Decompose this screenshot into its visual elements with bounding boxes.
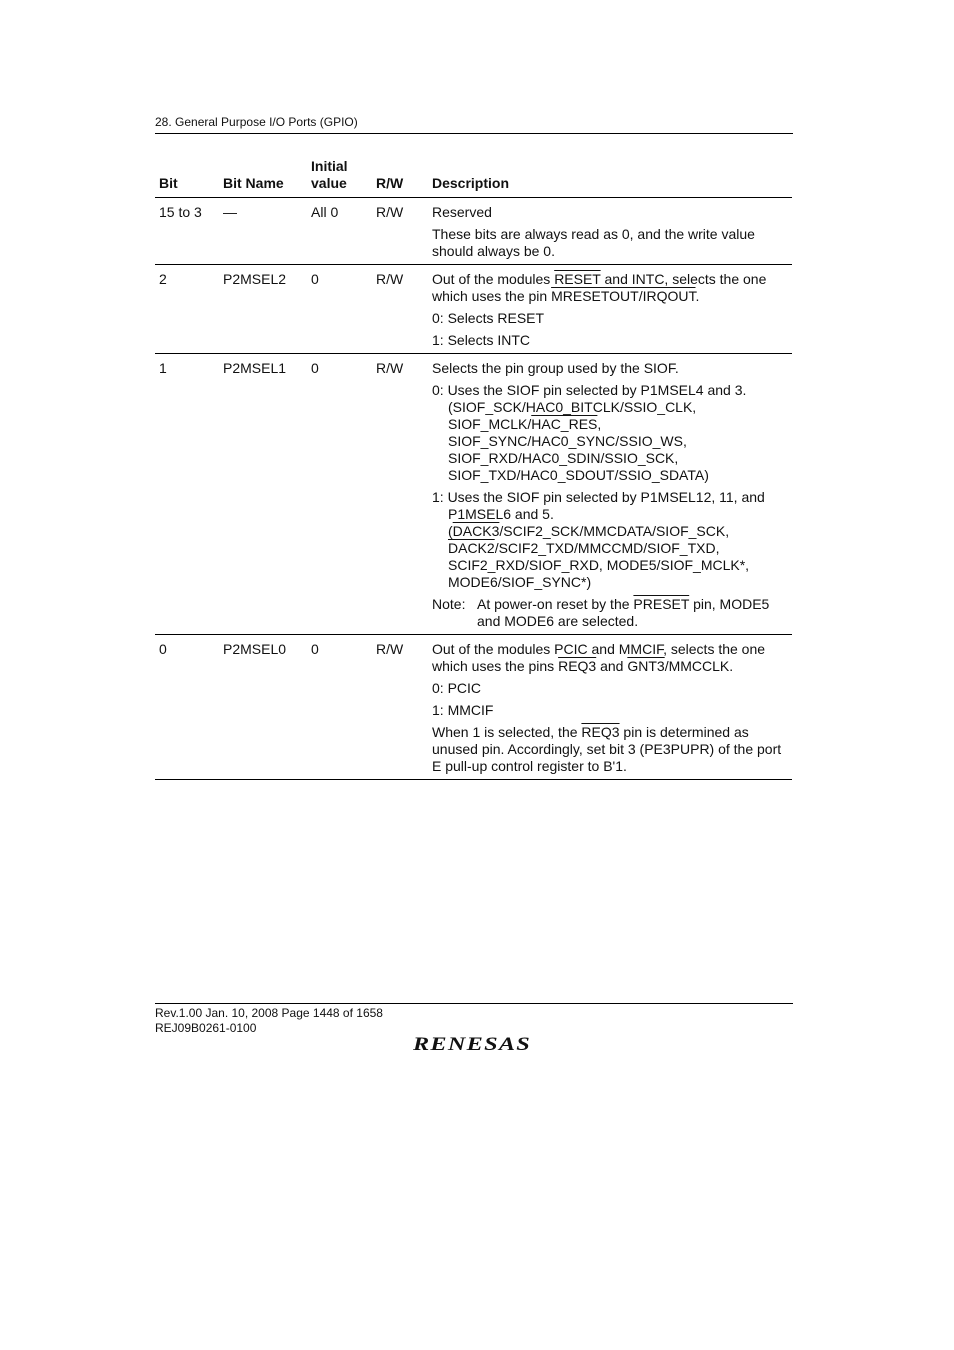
text-run: Out of the modules [432, 271, 555, 287]
cell-description [428, 265, 792, 354]
text-run: SIOF_MCLK/ [448, 416, 532, 432]
text-run: MODE6/SIOF_SYNC*) [448, 574, 592, 590]
cell-rw: R/W [372, 354, 428, 635]
overlined-signal: MRESETOUT/IRQOUT [551, 288, 696, 304]
overlined-signal: REQ3 [581, 724, 620, 740]
text-run: . [695, 288, 700, 304]
text-run: SIOF_SYNC/HAC0_SYNC/SSIO_WS, [448, 433, 687, 449]
text-run: SCIF2_RXD/SIOF_RXD, MODE5/SIOF_MCLK*, [448, 557, 750, 573]
text-run: At power-on reset by the [477, 596, 634, 612]
cell-bit: 0 [155, 635, 219, 780]
note-text [477, 596, 788, 630]
logo-text: RENESAS [413, 1034, 531, 1054]
col-header-initial-value [307, 158, 372, 198]
cell-bit: 2 [155, 265, 219, 354]
description-line: 0: PCIC [432, 680, 482, 696]
col-header-bit-name: Bit Name [219, 158, 307, 198]
text-run: P1MSEL6 and 5. [448, 506, 554, 522]
cell-bit: 15 to 3 [155, 198, 219, 265]
note [432, 596, 788, 630]
register-bit-table [155, 158, 792, 780]
cell-bit-name: P2MSEL2 [219, 265, 307, 354]
text-run: pin is determined as unused pin. Accordingly, set bit 3 (PE3PUPR) of the port E pull-up control register to B'1. [432, 724, 782, 774]
cell-initial: 0 [307, 265, 372, 354]
text-run: , [597, 416, 602, 432]
cell-rw: R/W [372, 265, 428, 354]
description-line [432, 271, 788, 305]
overlined-signal: PRESET [633, 596, 690, 612]
cell-initial: 0 [307, 354, 372, 635]
description-line [432, 724, 788, 775]
cell-rw: R/W [372, 635, 428, 780]
text-run: /SCIF2_SCK/MMCDATA/SIOF_SCK, [499, 523, 730, 539]
text-run: 0: Uses the SIOF pin selected by P1MSEL4 and 3. [432, 382, 747, 398]
description-line [432, 641, 788, 675]
table-header-row [155, 158, 792, 198]
table-row [155, 198, 792, 265]
table-row [155, 635, 792, 780]
overlined-signal: RESET [554, 271, 601, 287]
text-run: pin, MODE5 and MODE6 are selected. [477, 596, 770, 629]
text-run: When 1 is selected, the [432, 724, 582, 740]
text-run: SIOF_TXD/HAC0_SDOUT/SSIO_SDATA) [448, 467, 709, 483]
cell-bit: 1 [155, 354, 219, 635]
cell-description [428, 198, 792, 265]
cell-initial: All 0 [307, 198, 372, 265]
description-line: 0: Selects RESET [432, 310, 545, 326]
col-header-initial-line2: value [311, 175, 347, 191]
section-title: 28. General Purpose I/O Ports (GPIO) [155, 115, 358, 129]
col-header-initial-line1: Initial [311, 158, 348, 174]
cell-description [428, 354, 792, 635]
description-line: Reserved [432, 204, 492, 220]
page-footer [155, 1003, 793, 1036]
col-header-bit: Bit [155, 158, 219, 198]
option-1 [432, 489, 788, 591]
table-row [155, 265, 792, 354]
description-line: Selects the pin group used by the SIOF. [432, 360, 679, 376]
overlined-signal: REQ3 [558, 658, 597, 674]
renesas-logo-icon [413, 1034, 533, 1054]
cell-rw: R/W [372, 198, 428, 265]
cell-bit-name: — [219, 198, 307, 265]
option-0 [432, 382, 788, 484]
page-header [155, 115, 793, 134]
text-run: SIOF_RXD/HAC0_SDIN/SSIO_SCK, [448, 450, 679, 466]
text-run: and [596, 658, 628, 674]
cell-initial: 0 [307, 635, 372, 780]
revision-line: Rev.1.00 Jan. 10, 2008 Page 1448 of 1658 [155, 1006, 383, 1020]
table-row [155, 354, 792, 635]
text-run: ( [448, 523, 453, 539]
text-run: (SIOF_SCK/HAC0_BITCLK/SSIO_CLK, [448, 399, 697, 415]
renesas-logo [413, 1034, 533, 1059]
description-line: These bits are always read as 0, and the write value should always be 0. [432, 226, 755, 259]
description-line: 1: Selects INTC [432, 332, 531, 348]
col-header-description: Description [428, 158, 792, 198]
description-line: 1: MMCIF [432, 702, 494, 718]
text-run: and INTC, selects the one which uses the pin [432, 271, 767, 304]
col-header-rw: R/W [372, 158, 428, 198]
cell-description [428, 635, 792, 780]
cell-bit-name: P2MSEL0 [219, 635, 307, 780]
document-number: REJ09B0261-0100 [155, 1021, 257, 1035]
overlined-signal: HAC_RES [531, 416, 598, 432]
text-run: /SCIF2_TXD/MMCCMD/SIOF_TXD, [494, 540, 720, 556]
overlined-signal: GNT3 [627, 658, 665, 674]
text-run: 1: Uses the SIOF pin selected by P1MSEL12, 11, and [432, 489, 765, 505]
overlined-signal: DACK3 [452, 523, 500, 539]
cell-bit-name: P2MSEL1 [219, 354, 307, 635]
text-run: Out of the modules PCIC and MMCIF, selects the one which uses the pins [432, 641, 766, 674]
note-label: Note: [432, 596, 466, 612]
text-run: /MMCCLK. [664, 658, 734, 674]
overlined-signal: DACK2 [448, 540, 495, 556]
